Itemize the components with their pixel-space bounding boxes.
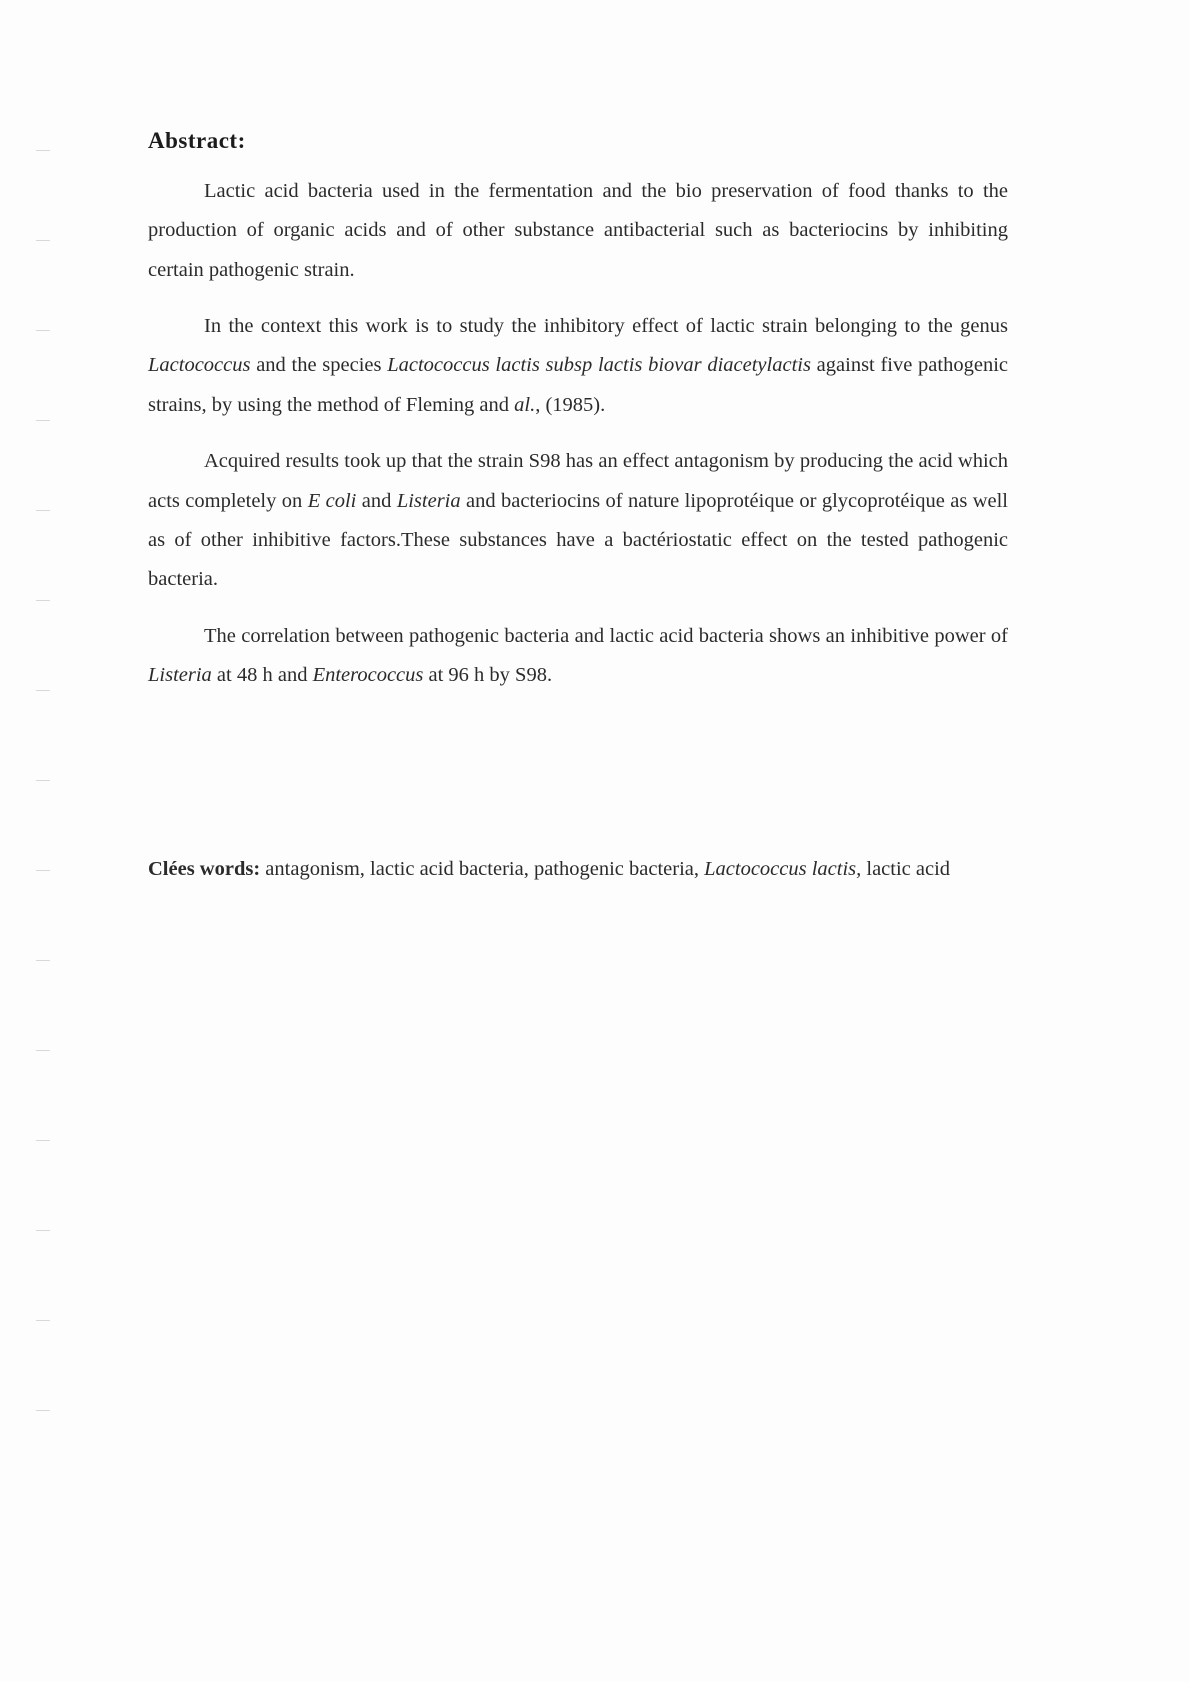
abstract-paragraph-4 [148,617,1008,696]
text-run: Lactic acid bacteria used in the fermentation and the bio preservation of food thanks to the production of organic acids and of other substance antibacterial such as bacteriocins by inhibiting certain pathogenic strain. [148,180,1008,281]
scan-mark [36,420,50,421]
text-run: at 96 h by S98. [423,663,553,686]
scan-mark [36,240,50,241]
abstract-paragraph-1 [148,172,1008,290]
section-spacer [148,712,1008,850]
scan-mark [36,1230,50,1231]
keywords-values [260,858,950,880]
text-run: against five pathogenic strains, by using the method of Fleming and [148,354,1008,416]
italic-run: E coli [307,489,357,512]
scan-mark [36,1320,50,1321]
scan-mark [36,960,50,961]
italic-run: Listeria [396,489,461,512]
text-run: Acquired results took up that the strain S98 has an effect antagonism by producing the acid which acts completely on [148,450,1008,512]
abstract-paragraph-3 [148,442,1008,599]
scan-edge-marks [36,150,50,1530]
scan-mark [36,690,50,691]
document-body [148,128,1008,890]
scan-mark [36,510,50,511]
keywords-line [148,850,1008,889]
page-title: Abstract: [148,128,246,153]
italic-run: Lactococcus lactis subsp lactis biovar diacetylactis [387,354,811,377]
text-run: antagonism, lactic acid bacteria, pathogenic bacteria, [260,858,705,881]
text-run: and bacteriocins of nature lipoprotéique or glycoprotéique as well as of other inhibitive factors.These substances have a bactériostatic effect on the tested pathogenic bacteria. [148,489,1009,591]
scan-mark [36,150,50,151]
scan-mark [36,1050,50,1051]
scan-mark [36,1410,50,1411]
text-run: lactic acid [861,858,951,881]
scan-mark [36,600,50,601]
text-run: In the context this work is to study the inhibitory effect of lactic strain belonging to the genus [204,315,1008,338]
italic-run: Enterococcus [312,663,424,686]
text-run: , (1985). [535,393,606,416]
scan-mark [36,780,50,781]
italic-run: Lactococcus [148,354,251,377]
scan-mark [36,870,50,871]
scan-mark [36,1140,50,1141]
italic-run: Listeria [148,663,212,686]
italic-run: Lactococcus lactis, [704,858,862,881]
text-run: The correlation between pathogenic bacteria and lactic acid bacteria shows an inhibitive power of [204,624,1008,647]
scan-mark [36,330,50,331]
keywords-label: Clées words: [148,858,261,881]
text-run: at 48 h and [211,663,313,686]
text-run: and [356,489,397,512]
text-run: and the species [250,354,388,377]
abstract-paragraph-2 [148,307,1008,425]
italic-run: al. [514,393,536,416]
